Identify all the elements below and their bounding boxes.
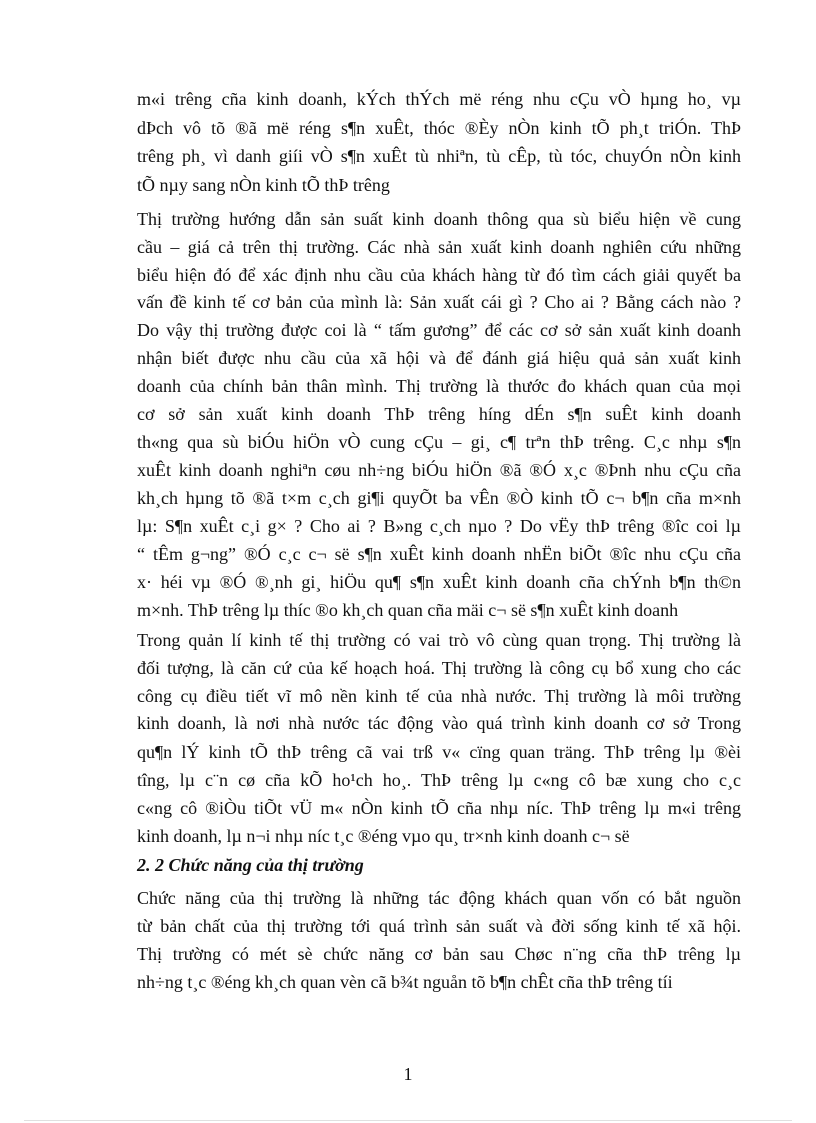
text-line: cầu – giá cả trên thị trường. Các nhà sản xuất kinh doanh nghiên cứu những <box>137 237 741 257</box>
text-line: đối tượng, là căn cứ của kế hoạch hoá. Thị trường là công cụ bổ xung cho các <box>137 658 741 678</box>
text-line: kinh doanh, lµ n¬i nhµ níc t¸c ®éng vµo qu¸ tr×nh kinh doanh c¬ së <box>137 826 630 846</box>
text-line: m×nh. ThÞ trêng lµ thíc ®o kh¸ch quan cña mäi c¬ së s¶n xuÊt kinh doanh <box>137 600 679 620</box>
section-heading: 2. 2 Chức năng của thị trường <box>137 855 364 875</box>
text-line: trêng ph¸ vì danh giíi vÒ s¶n xuÊt tù nhiªn, tù cÊp, tù tóc, chuyÓn nÒn kinh <box>137 146 741 166</box>
text-line: tîng, lµ c¨n cø cña kÕ ho¹ch ho¸. ThÞ trêng lµ c«ng cô bæ xung cho c¸c <box>137 770 741 790</box>
text-line: Thị trường hướng dẫn sản suất kinh doanh thông qua sù biểu hiện về cung <box>137 209 741 229</box>
text-line: Chức năng của thị trường là những tác động khách quan vốn có bắt nguồn <box>137 888 741 908</box>
text-line: m«i trêng cña kinh doanh, kÝch thÝch më réng nhu cÇu vÒ hµng ho¸ vµ <box>137 89 741 109</box>
page-number: 1 <box>403 1064 413 1084</box>
text-line: tÕ nµy sang nÒn kinh tÕ thÞ trêng <box>137 175 390 195</box>
text-line: từ bản chất của thị trường tới quá trình sản suất và đời sống kinh tế xã hội. <box>137 916 741 936</box>
text-line: nhận biết được nhu cầu của xã hội và để đánh giá hiệu quả sản xuất kinh <box>137 348 741 368</box>
text-line: xuÊt kinh doanh nghiªn cøu nh÷ng biÓu hiÖn ®ã ®Ó x¸c ®Þnh nhu cÇu cña <box>137 460 741 480</box>
text-line: x· héi vµ ®Ó ®¸nh gi¸ hiÖu qu¶ s¶n xuÊt kinh doanh cña chÝnh b¶n th©n <box>137 572 741 592</box>
text-line: kinh doanh, là nơi nhà nước tác động vào quá trình kinh doanh cơ sở Trong <box>137 713 741 733</box>
text-line: cơ sở sản xuất kinh doanh ThÞ trêng híng dÉn s¶n suÊt kinh doanh <box>137 404 741 424</box>
text-line: qu¶n lÝ kinh tÕ thÞ trêng cã vai trß v« cïng quan träng. ThÞ trêng lµ ®èi <box>137 742 741 762</box>
text-line: lµ: S¶n xuÊt c¸i g× ? Cho ai ? B»ng c¸ch nµo ? Do vËy thÞ trêng ®îc coi lµ <box>137 516 741 536</box>
text-line: doanh của chính bản thân mình. Thị trường là thước đo khách quan của mọi <box>137 376 741 396</box>
text-line: “ tÊm g¬ng” ®Ó c¸c c¬ së s¶n xuÊt kinh doanh nhËn biÕt ®îc nhu cÇu cña <box>137 544 741 564</box>
text-line: công cụ điều tiết vĩ mô nền kinh tế của nhà nước. Thị trường là môi trường <box>137 686 741 706</box>
text-line: dÞch vô tõ ®ã më réng s¶n xuÊt, thóc ®Èy nÒn kinh tÕ ph¸t triÓn. ThÞ <box>137 118 741 138</box>
text-line: Thị trường có mét sè chức năng cơ bản sau Chøc n¨ng cña thÞ trêng lµ <box>137 944 741 964</box>
text-line: biểu hiện đó để xác định nhu cầu của khách hàng từ đó tìm cách giải quyết ba <box>137 265 741 285</box>
text-line: c«ng cô ®iÒu tiÕt vÜ m« nÒn kinh tÕ cña nhµ níc. ThÞ trêng lµ m«i trêng <box>137 798 741 818</box>
text-line: kh¸ch hµng tõ ®ã t×m c¸ch gi¶i quyÕt ba vÊn ®Ò kinh tÕ c¬ b¶n cña m×nh <box>137 488 741 508</box>
page-bottom-rule <box>24 1120 792 1121</box>
text-line: vấn đề kinh tế cơ bản của mình là: Sản xuất cái gì ? Cho ai ? Bằng cách nào ? <box>137 292 741 312</box>
text-line: nh÷ng t¸c ®éng kh¸ch quan vèn cã b¾t nguån tõ b¶n chÊt cña thÞ trêng tíi <box>137 972 673 992</box>
text-line: Trong quản lí kinh tế thị trường có vai trò vô cùng quan trọng. Thị trường là <box>137 630 741 650</box>
text-line: Do vậy thị trường được coi là “ tấm gương” để các cơ sở sản xuất kinh doanh <box>137 320 741 340</box>
text-line: th«ng qua sù biÓu hiÖn vÒ cung cÇu – gi¸ c¶ trªn thÞ trêng. C¸c nhµ s¶n <box>137 432 741 452</box>
